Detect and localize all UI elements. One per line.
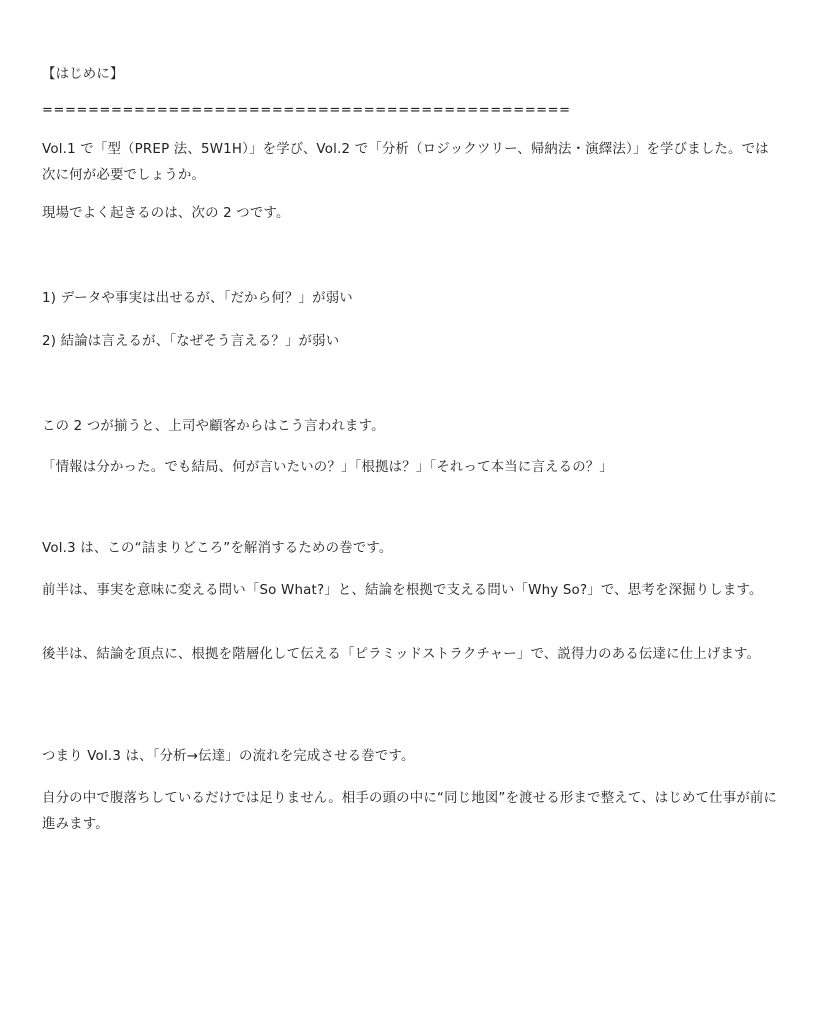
quote-paragraph: 「情報は分かった。でも結局、何が言いたいの？」「根拠は？」「それって本当に言えるの？」 <box>42 460 613 475</box>
section-heading: 【はじめに】 <box>42 67 124 82</box>
problem-item-2: 2) 結論は言えるが、「なぜそう言える？」が弱い <box>42 334 340 349</box>
first-half-paragraph: 前半は、事実を意味に変える問い「So What?」と、結論を根拠で支える問い「Why So?」で、思考を深掘りします。 <box>42 583 763 598</box>
summary-paragraph: つまり Vol.3 は、「分析→伝達」の流れを完成させる巻です。 <box>42 749 415 764</box>
closing-paragraph: 自分の中で腹落ちしているだけでは足りません。相手の頭の中に“同じ地図”を渡せる形まで整えて、はじめて仕事が前に進みます。 <box>42 791 778 832</box>
problem-lead: 現場でよく起きるのは、次の 2 つです。 <box>42 206 290 221</box>
separator-rule: ============================================== <box>42 103 571 118</box>
consequence-paragraph: この 2 つが揃うと、上司や顧客からはこう言われます。 <box>42 419 385 434</box>
second-half-paragraph: 後半は、結論を頂点に、根拠を階層化して伝える「ピラミッドストラクチャー」で、説得力のある伝達に仕上げます。 <box>42 647 761 662</box>
problem-item-1: 1) データや事実は出せるが、「だから何？」が弱い <box>42 291 353 306</box>
purpose-paragraph: Vol.3 は、この“詰まりどころ”を解消するための巻です。 <box>42 541 393 556</box>
intro-paragraph: Vol.1 で「型（PREP 法、5W1H）」を学び、Vol.2 で「分析（ロジックツリー、帰納法・演繹法）」を学びました。では次に何が必要でしょうか。 <box>42 142 769 183</box>
